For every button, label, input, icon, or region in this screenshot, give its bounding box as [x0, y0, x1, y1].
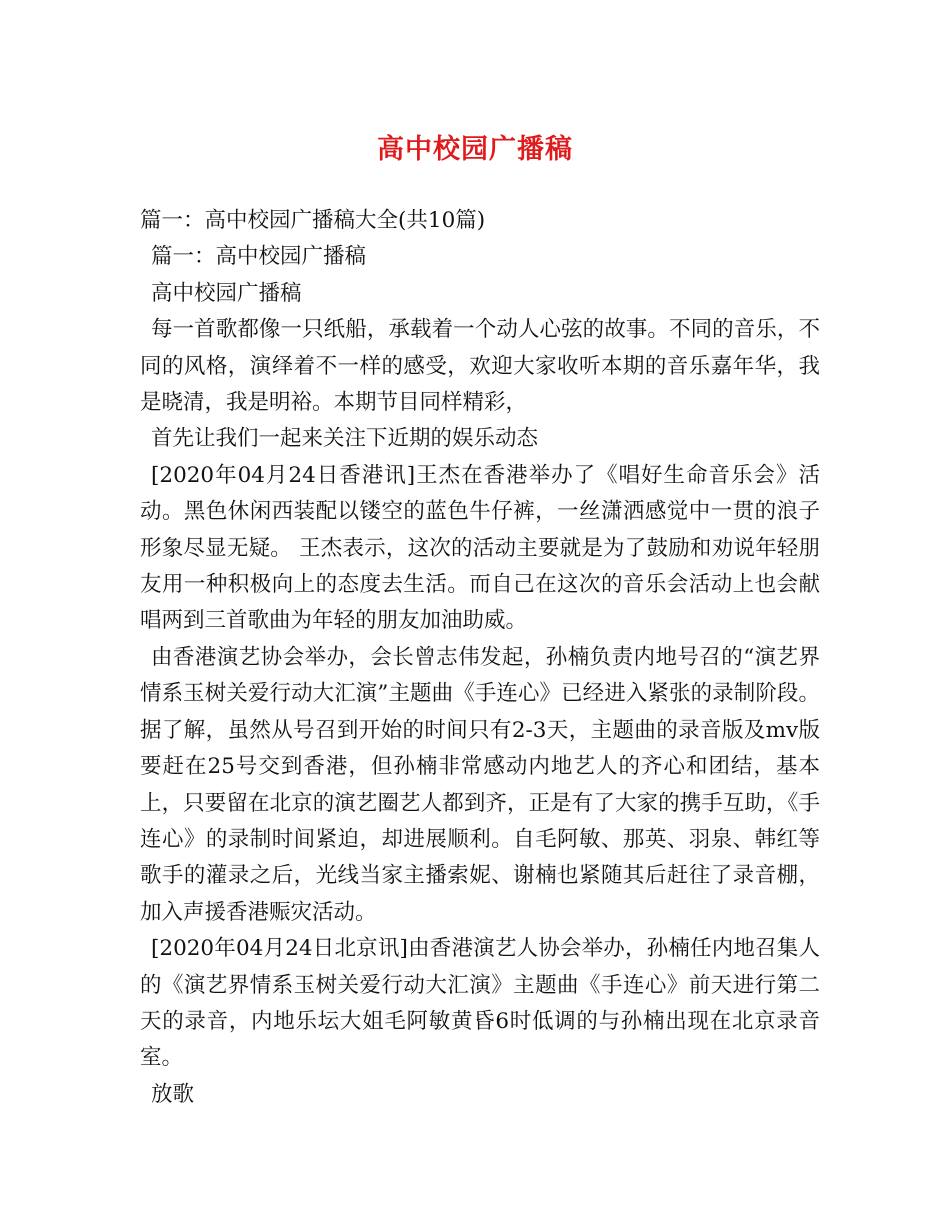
paragraph-beijing-news: [2020年04月24日北京讯]由香港演艺人协会举办，孙楠任内地召集人的《演艺界情系玉树关爱行动大汇演》主题曲《手连心》前天进行第二天的录音，内地乐坛大姐毛阿敏黄昏6时低调的与孙楠出现在北京录音室。 — [140, 936, 820, 1071]
intro-paragraph: 每一首歌都像一只纸船，承载着一个动人心弦的故事。不同的音乐，不同的风格，演绎着不一样的感受，欢迎大家收听本期的音乐嘉年华，我是晓清，我是明裕。本期节目同样精彩， — [140, 317, 820, 416]
document-body — [140, 203, 820, 1113]
paragraph-play-song: 放歌 — [151, 1081, 195, 1107]
section-heading: 篇一：高中校园广播稿大全(共10篇) — [140, 208, 486, 233]
paragraph-entertainment-news: 首先让我们一起来关注下近期的娱乐动态 — [151, 426, 539, 452]
paragraph-hongkong-news: [2020年04月24日香港讯]王杰在香港举办了《唱好生命音乐会》活动。黑色休闲西装配以镂空的蓝色牛仔裤，一丝潇洒感觉中一贯的浪子形象尽显无疑。 王杰表示，这次的活动主要就是为了鼓励和劝说年轻朋友用一种积极向上的态度去生活。而自己在这次的音乐会活动上也会献唱两到三首歌曲为年轻的朋友加油助威。 — [140, 462, 820, 634]
article-heading: 高中校园广播稿 — [151, 280, 302, 306]
document-title: 高中校园广播稿 — [377, 134, 573, 165]
paragraph-theme-song: 由香港演艺协会举办，会长曾志伟发起，孙楠负责内地号召的“演艺界情系玉树关爱行动大汇演”主题曲《手连心》已经进入紧张的录制阶段。据了解，虽然从号召到开始的时间只有2-3天，主题曲的录音版及mv版要赶在25号交到香港，但孙楠非常感动内地艺人的齐心和团结，基本上，只要留在北京的演艺圈艺人都到齐，正是有了大家的携手互助，《手连心》的录制时间紧迫，却进展顺利。自毛阿敏、那英、羽泉、韩红等歌手的灌录之后，光线当家主播索妮、谢楠也紧随其后赶往了录音棚，加入声援香港赈灾活动。 — [140, 644, 820, 925]
subsection-heading: 篇一：高中校园广播稿 — [151, 244, 367, 270]
